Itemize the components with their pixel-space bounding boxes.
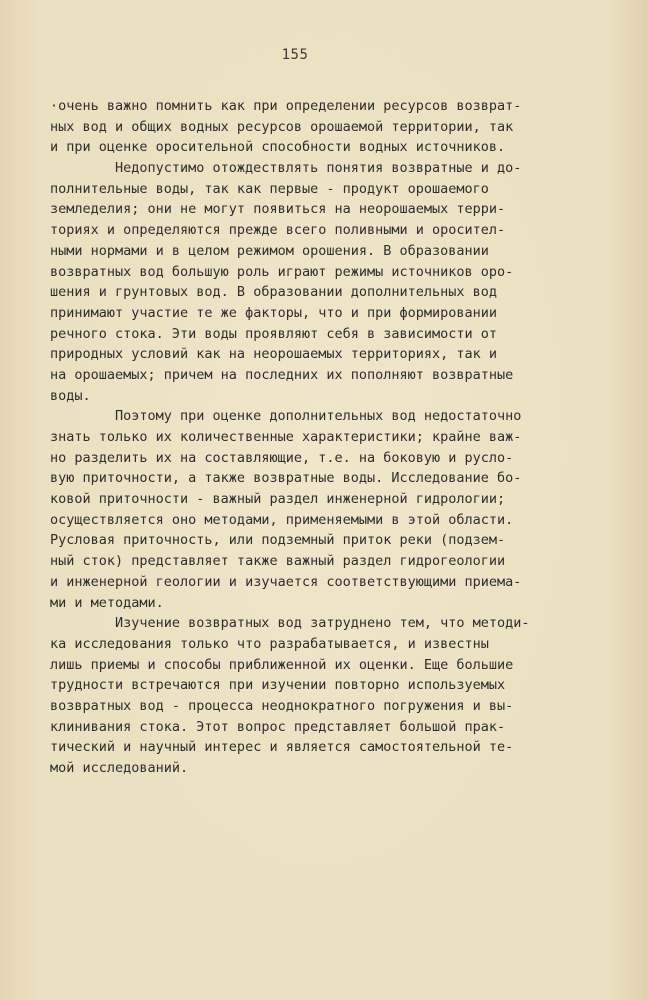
text-line: Изучение возвратных вод затруднено тем, что методи- xyxy=(115,615,530,632)
text-line: Поэтому при оценке дополнительных вод недостаточно xyxy=(115,408,522,425)
text-line: полнительные воды, так как первые - продукт орошаемого xyxy=(50,180,489,197)
text-line: и инженерной геологии и изучается соответствующими приема- xyxy=(50,573,522,590)
text-line: ный сток) представляет также важный раздел гидрогеологии xyxy=(50,553,506,570)
text-line: вую приточности, а также возвратные воды. Исследование бо- xyxy=(50,470,522,487)
text-line: Недопустимо отождествлять понятия возвратные и до- xyxy=(115,160,522,177)
text-line: земледелия; они не могут появиться на неорошаемых терри- xyxy=(50,201,506,218)
text-line: шения и грунтовых вод. В образовании дополнительных вод xyxy=(50,284,498,301)
text-line: осуществляется оно методами, применяемыми в этой области. xyxy=(50,511,514,528)
text-line: лишь приемы и способы приближенной их оценки. Еще большие xyxy=(50,656,514,673)
text-line: мой исследований. xyxy=(50,760,189,776)
text-line: принимают участие те же факторы, что и при формировании xyxy=(50,304,498,321)
text-line: ториях и определяются прежде всего поливными и оросител- xyxy=(50,222,506,239)
text-line: воды. xyxy=(50,387,91,404)
text-line: возвратных вод большую роль играют режимы источников оро- xyxy=(50,263,514,280)
page-number: 155 xyxy=(281,47,309,63)
text-line: ми и методами. xyxy=(50,594,164,611)
text-line: ка исследования только что разрабатывается, и известны xyxy=(50,635,489,652)
text-line: знать только их количественные характеристики; крайне важ- xyxy=(50,429,522,445)
text-line: природных условий как на неорошаемых территориях, так и xyxy=(50,346,498,363)
text-line: ными нормами и в целом режимом орошения. В образовании xyxy=(50,242,489,259)
text-line: трудности встречаются при изучении повторно используемых xyxy=(50,677,506,694)
text-line: Русловая приточность, или подземный приток реки (подзем- xyxy=(50,532,506,549)
text-line: ных вод и общих водных ресурсов орошаемой территории, так xyxy=(50,118,514,135)
text-line: тический и научный интерес и является самостоятельной те- xyxy=(50,739,514,756)
text-line: речного стока. Эти воды проявляют себя в зависимости от xyxy=(50,325,498,342)
text-line: возвратных вод - процесса неоднократного погружения и вы- xyxy=(50,697,514,714)
body-text xyxy=(50,96,570,779)
text-line: на орошаемых; причем на последних их пополняют возвратные xyxy=(50,366,514,383)
text-line: и при оценке оросительной способности водных источников. xyxy=(50,139,506,156)
text-line: но разделить их на составляющие, т.е. на боковую и русло- xyxy=(50,449,514,466)
text-line: клинивания стока. Этот вопрос представляет большой прак- xyxy=(50,718,506,735)
text-line: ковой приточности - важный раздел инженерной гидрологии; xyxy=(50,491,506,508)
text-line: ·очень важно помнить как при определении ресурсов возврат- xyxy=(50,98,522,114)
